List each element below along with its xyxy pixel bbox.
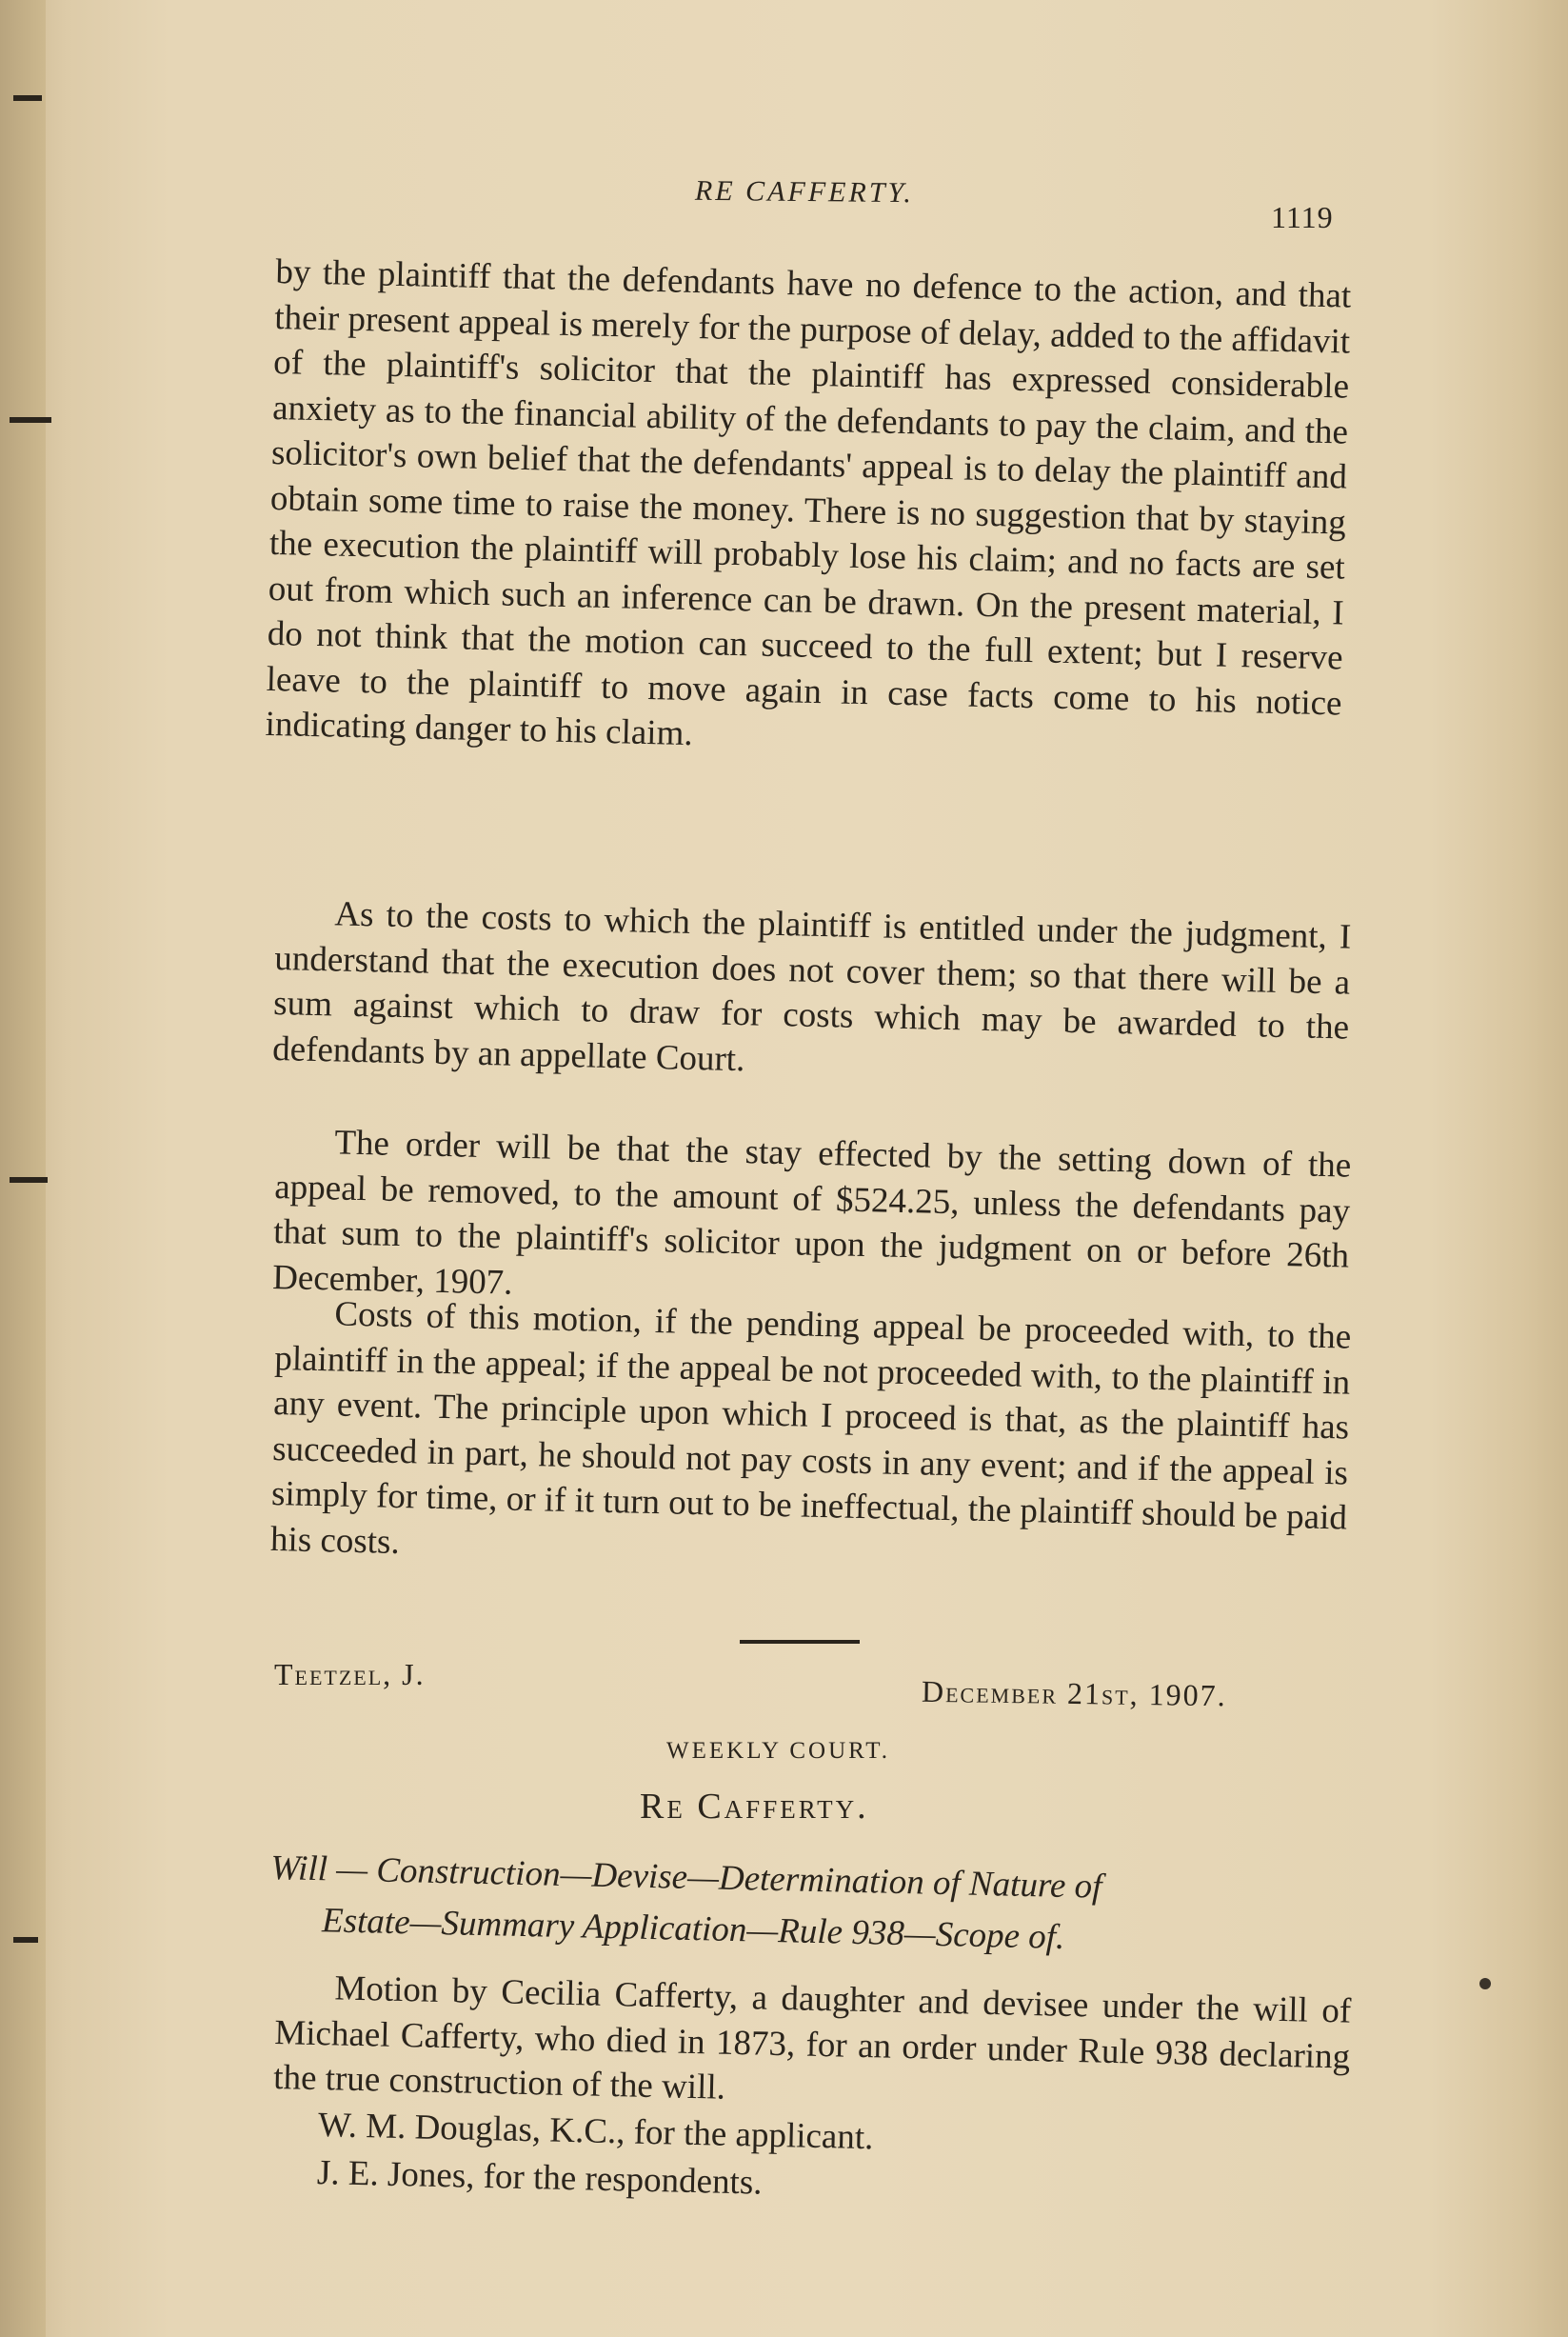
motion-section [270, 1965, 1351, 2220]
headnote [269, 1843, 1347, 1970]
paragraph-text: As to the costs to which the plaintiff is entitled under the judgment, I understand that the execution does not cover them; so that there will be a sum against which to draw for costs which may be awarded to the defendants by an appellate Court. [271, 894, 1352, 1079]
paragraph-text: Costs of this motion, if the pending appeal be proceeded with, to the plaintiff in the appeal; if the appeal be not proceeded with, to the plaintiff in any event. The principle upon which I proceed is that, as the plaintiff has succeeded in part, he should not pay costs in any event; and if the appeal is simply for time, or if it turn out to be ineffectual, the plaintiff should be paid his costs. [269, 1294, 1352, 1562]
paragraph-text: The order will be that the stay effected by the setting down of the appeal be removed, to the amount of $524.25, unless the defendants pay that sum to the plaintiff's solicitor upon the judgment on or before 26th December, 1907. [271, 1123, 1352, 1303]
ink-dot [1479, 1978, 1491, 1989]
paragraph-continuation [265, 250, 1352, 771]
section-divider [740, 1640, 860, 1644]
court-name: WEEKLY COURT. [666, 1738, 890, 1764]
paragraph-motion-costs [270, 1290, 1352, 1587]
judge-name: Teetzel, J. [274, 1657, 426, 1691]
case-title: Re Cafferty. [640, 1787, 869, 1827]
margin-mark [13, 95, 42, 101]
paragraph-text: by the plaintiff that the defendants have no defence to the action, and that their present appeal is merely for the purpose of delay, added to the affidavit of the plaintiff's solicitor that the plaintiff has expressed considerable anxiety as to the financial ability of the defendants to pay the claim, and the solicitor's own belief that the defendants' appeal is to delay the plaintiff and obtain some time to raise the money. There is no suggestion that by staying the execution the plaintiff will probably lose his claim; and no facts are set out from which such an inference can be drawn. On the present material, I do not think that the motion can succeed to the full extent; but I reserve leave to the plaintiff to move again in case facts come to his notice indicating danger to his claim. [265, 251, 1352, 754]
margin-mark [10, 417, 51, 423]
page-number: 1119 [1271, 200, 1334, 234]
margin-mark [10, 1177, 48, 1183]
counsel-applicant: W. M. Douglas, K.C., for the applicant. [317, 2105, 874, 2157]
counsel-respondents: J. E. Jones, for the respondents. [316, 2152, 763, 2203]
headnote-line: Estate—Summary Application—Rule 938—Scope of. [321, 1901, 1065, 1957]
margin-mark [13, 1937, 38, 1943]
page-binding-edge [0, 0, 46, 2337]
motion-text: Motion by Cecilia Cafferty, a daughter and devisee under the will of Michael Cafferty, who died in 1873, for an order under Rule 938 declaring the true construction of the will. [272, 1968, 1352, 2107]
decision-date: December 21st, 1907. [921, 1673, 1227, 1713]
running-head: RE CAFFERTY. [694, 174, 915, 210]
headnote-line: Will — Construction—Devise—Determination of Nature of [269, 1848, 1102, 1907]
paragraph-costs [272, 890, 1352, 1096]
